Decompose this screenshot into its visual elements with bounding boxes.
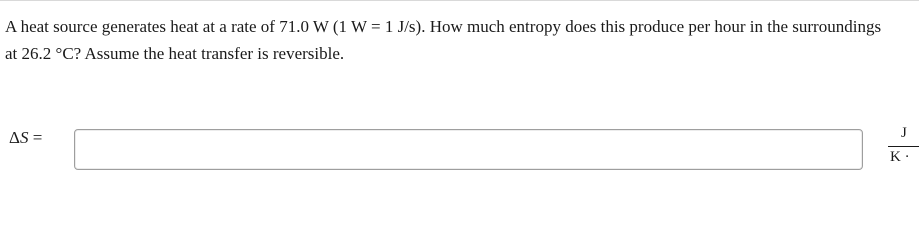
question-text: A heat source generates heat at a rate of 71.0 W (1 W = 1 J/s). How much entropy does this produce per hour in the surroundings at 26.2 °C? Assume the heat transfer is reversible. [5,17,882,63]
unit-denominator: K · [890,149,910,165]
entropy-variable: S [19,128,29,147]
equals-sign: = [32,128,43,147]
unit-fraction [884,122,919,172]
answer-input[interactable] [74,129,863,170]
fraction-bar [888,146,919,147]
top-divider [0,0,919,1]
unit-numerator: J [901,125,907,141]
delta-symbol: Δ [9,128,20,147]
answer-label [9,126,42,150]
